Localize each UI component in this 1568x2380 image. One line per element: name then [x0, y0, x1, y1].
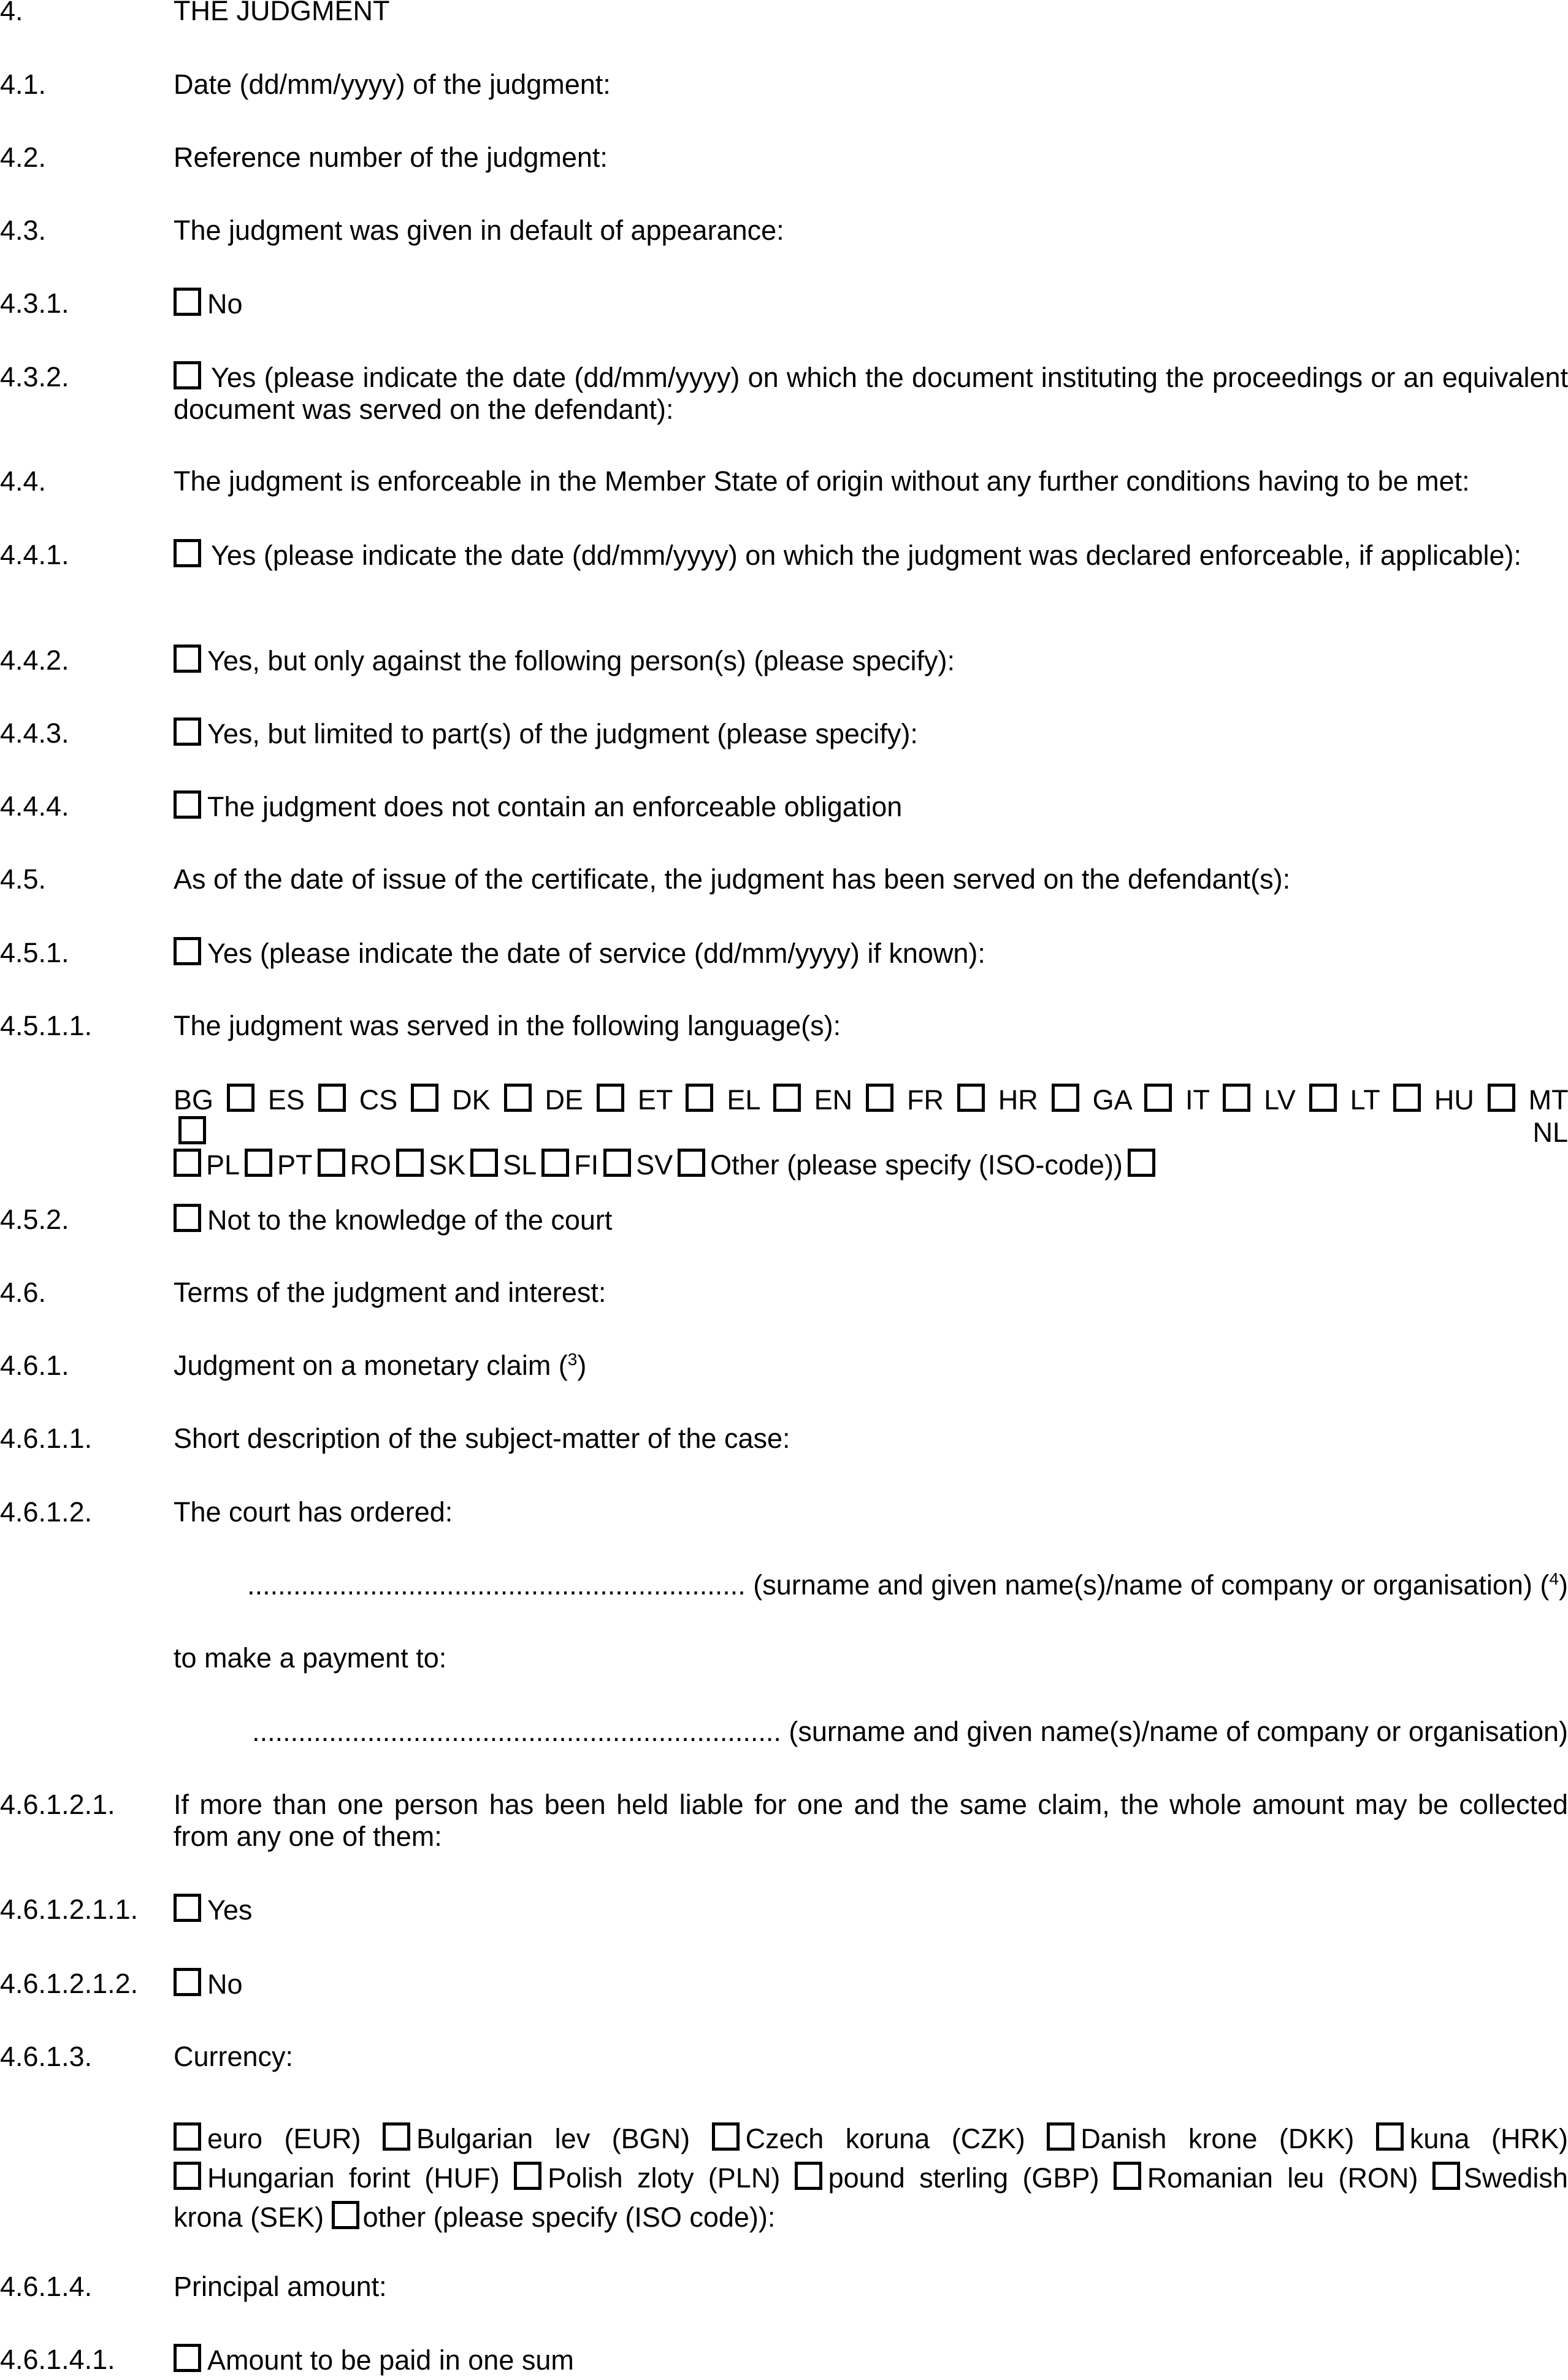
- language-code: SK: [429, 1149, 466, 1180]
- checkbox-language-mt[interactable]: [178, 1116, 206, 1144]
- checkbox-one-sum[interactable]: [174, 2344, 201, 2372]
- item-number: 4.6.1.4.: [0, 2271, 93, 2302]
- language-code: LV: [1264, 1084, 1296, 1115]
- checkbox-language-de[interactable]: [597, 1084, 624, 1112]
- checkbox-default-no[interactable]: [174, 288, 201, 316]
- option-label: Yes (please indicate the date of service (dd/mm/yyyy) if known):: [207, 938, 985, 969]
- option-label: Amount to be paid in one sum: [207, 2344, 574, 2376]
- language-line-1: [174, 1084, 1568, 1149]
- item-number: 4.6.1.4.1.: [0, 2344, 115, 2375]
- item-number: 4.5.1.1.: [0, 1010, 93, 1041]
- item-option: [174, 2344, 1568, 2376]
- checkbox-language-el[interactable]: [773, 1084, 801, 1112]
- paren-close: ): [577, 1350, 587, 1381]
- item-number: 4.6.1.3.: [0, 2041, 93, 2072]
- item-text: The judgment was served in the following language(s):: [174, 1010, 841, 1041]
- checkbox-language-nl[interactable]: [174, 1149, 201, 1177]
- footnote-ref[interactable]: 4: [1549, 1569, 1559, 1588]
- checkbox-enforceable-parts[interactable]: [174, 717, 201, 746]
- item-number: 4.6.1.: [0, 1350, 69, 1381]
- language-code: ES: [267, 1084, 305, 1115]
- item-text: [174, 1350, 1568, 1382]
- option-label: Yes: [207, 1894, 253, 1926]
- checkbox-default-yes[interactable]: [174, 361, 201, 389]
- item-option: [174, 937, 1568, 970]
- item-number: 4.5.: [0, 863, 47, 895]
- item-text: If more than one person has been held liable for one and the same claim, the whole amount may be collected from any one of them:: [174, 1789, 1568, 1852]
- language-code: FI: [574, 1149, 599, 1180]
- checkbox-currency[interactable]: [1376, 2122, 1404, 2151]
- language-code: SL: [503, 1149, 537, 1180]
- currency-label: Polish zloty (PLN): [548, 2162, 781, 2194]
- section-title: THE JUDGMENT: [174, 0, 390, 26]
- item-text: The judgment is enforceable in the Member State of origin without any further conditions having to be met:: [174, 465, 1470, 497]
- checkbox-language-pt[interactable]: [318, 1149, 345, 1177]
- option-label: The judgment does not contain an enforceable obligation: [207, 791, 903, 822]
- checkbox-language-it[interactable]: [1223, 1084, 1250, 1112]
- currency-label: Romanian leu (RON): [1147, 2162, 1418, 2194]
- language-code: PL: [206, 1149, 240, 1180]
- debtor-field: [174, 1569, 1568, 1601]
- item-number: 4.4.3.: [0, 717, 69, 749]
- item-text: The judgment was given in default of appearance:: [174, 215, 784, 246]
- item-number: 4.4.2.: [0, 645, 69, 676]
- item-number: 4.6.1.1.: [0, 1423, 93, 1454]
- checkbox-currency-sek[interactable]: [1432, 2162, 1460, 2190]
- language-code: FR: [906, 1084, 944, 1115]
- paren-close: ): [1559, 1569, 1568, 1601]
- language-code: CS: [359, 1084, 398, 1115]
- item-option: [174, 645, 1568, 677]
- item-number: 4.6.1.2.1.: [0, 1789, 115, 1820]
- language-code: HU: [1434, 1084, 1474, 1115]
- item-number: 4.4.: [0, 465, 47, 497]
- item-number: 4.6.1.2.1.2.: [0, 1968, 139, 1999]
- item-number: 4.5.1.: [0, 937, 69, 968]
- checkbox-language-sl[interactable]: [541, 1149, 569, 1177]
- checkbox-language-lt[interactable]: [1393, 1084, 1421, 1112]
- item-number: 4.4.4.: [0, 790, 69, 822]
- item-option: [174, 361, 1568, 426]
- item-number: 4.4.1.: [0, 539, 69, 570]
- checkbox-no-enforceable-obligation[interactable]: [174, 790, 201, 819]
- item-number: 4.2.: [0, 142, 47, 173]
- item-text: Date (dd/mm/yyyy) of the judgment:: [174, 69, 611, 100]
- item-number: 4.3.: [0, 215, 47, 246]
- currency-line-1: [174, 2119, 1568, 2159]
- checkbox-language-ro[interactable]: [396, 1149, 424, 1177]
- language-code: PT: [277, 1149, 313, 1180]
- language-other-label: Other (please specify (ISO-code)): [710, 1149, 1123, 1180]
- item-option: [174, 717, 1568, 750]
- checkbox-currency[interactable]: [383, 2122, 410, 2151]
- currency-label: Hungarian forint (HUF): [207, 2162, 500, 2194]
- creditor-input-dots[interactable]: .....................................................................: [252, 1716, 781, 1747]
- checkbox-currency[interactable]: [174, 2122, 201, 2151]
- option-label: Yes (please indicate the date (dd/mm/yyyy) on which the document instituting the proceedings or an equivalent document was served on the defendant):: [174, 362, 1568, 425]
- option-label: Yes, but limited to part(s) of the judgment (please specify):: [207, 718, 918, 749]
- checkbox-served-yes[interactable]: [174, 937, 201, 965]
- checkbox-language-dk[interactable]: [504, 1084, 532, 1112]
- item-text: The court has ordered:: [174, 1496, 453, 1528]
- currency-other-label: other (please specify (ISO code)):: [362, 2202, 776, 2233]
- creditor-field: [174, 1716, 1568, 1748]
- item-text: Short description of the subject-matter of the case:: [174, 1423, 790, 1454]
- currency-line-3: [174, 2198, 1568, 2237]
- language-code: DE: [545, 1084, 583, 1115]
- checkbox-language-fr[interactable]: [957, 1084, 985, 1112]
- checkbox-language-et[interactable]: [686, 1084, 713, 1112]
- currency-line-2: [174, 2159, 1568, 2198]
- checkbox-enforceable-persons[interactable]: [174, 645, 201, 673]
- checkbox-language-en[interactable]: [866, 1084, 893, 1112]
- currency-label: kuna (HRK): [1409, 2123, 1568, 2154]
- item-text: Reference number of the judgment:: [174, 142, 608, 173]
- currency-label: Swedish: [1463, 2162, 1568, 2194]
- item-option: [174, 1894, 1568, 1926]
- language-code: HR: [998, 1084, 1038, 1115]
- checkbox-language-other[interactable]: [1128, 1149, 1155, 1177]
- creditor-label: (surname and given name(s)/name of company or organisation): [789, 1716, 1568, 1747]
- currency-label: Bulgarian lev (BGN): [416, 2123, 690, 2154]
- checkbox-enforceable-yes[interactable]: [174, 539, 201, 567]
- language-code: LT: [1350, 1084, 1380, 1115]
- checkbox-currency[interactable]: [712, 2122, 740, 2151]
- checkbox-language-ga[interactable]: [1144, 1084, 1172, 1112]
- item-text: Principal amount:: [174, 2271, 387, 2302]
- language-line-2: [174, 1149, 1568, 1181]
- language-code: MT: [1528, 1084, 1568, 1115]
- item-number: 4.3.2.: [0, 361, 69, 392]
- debtor-label: (surname and given name(s)/name of company or organisation) (: [753, 1569, 1550, 1601]
- option-label: No: [207, 288, 243, 320]
- language-code: EN: [814, 1084, 853, 1115]
- checkbox-language-cs[interactable]: [411, 1084, 438, 1112]
- item-number: 4.3.1.: [0, 288, 69, 319]
- option-label: No: [207, 1969, 243, 2000]
- currency-label: Czech koruna (CZK): [745, 2123, 1025, 2154]
- language-code: ET: [637, 1084, 673, 1115]
- checkbox-language-sk[interactable]: [470, 1149, 498, 1177]
- item-option: [174, 539, 1568, 572]
- item-number: 4.6.1.2.1.1.: [0, 1894, 139, 1925]
- item-text: Terms of the judgment and interest:: [174, 1277, 606, 1308]
- checkbox-language-sv[interactable]: [678, 1149, 705, 1177]
- checkbox-currency[interactable]: [795, 2162, 822, 2190]
- option-label: Yes, but only against the following person(s) (please specify):: [207, 645, 955, 676]
- language-code: GA: [1092, 1084, 1131, 1115]
- item-number: 4.6.: [0, 1277, 47, 1308]
- checkbox-currency[interactable]: [1047, 2122, 1074, 2151]
- language-code: BG: [174, 1084, 214, 1115]
- checkbox-language-hu[interactable]: [1488, 1084, 1515, 1112]
- checkbox-not-known[interactable]: [174, 1204, 201, 1232]
- item-option: [174, 288, 1568, 320]
- language-code: DK: [452, 1084, 491, 1115]
- item-option: [174, 1204, 1568, 1236]
- checkbox-joint-liability-yes[interactable]: [174, 1894, 201, 1922]
- item-number: 4.1.: [0, 69, 47, 100]
- section-number: 4.: [0, 0, 23, 26]
- checkbox-language-bg[interactable]: [227, 1084, 254, 1112]
- checkbox-currency[interactable]: [514, 2162, 541, 2190]
- item-number: 4.5.2.: [0, 1204, 69, 1235]
- option-label: Not to the knowledge of the court: [207, 1204, 613, 1236]
- checkbox-language-hr[interactable]: [1052, 1084, 1079, 1112]
- checkbox-language-lv[interactable]: [1309, 1084, 1337, 1112]
- item-number: 4.6.1.2.: [0, 1496, 93, 1528]
- item-option: [174, 1968, 1568, 2000]
- checkbox-joint-liability-no[interactable]: [174, 1968, 201, 1996]
- debtor-input-dots[interactable]: .................................................................: [247, 1569, 746, 1601]
- currency-label: krona (SEK): [174, 2202, 324, 2233]
- checkbox-currency[interactable]: [174, 2162, 201, 2190]
- checkbox-language-fi[interactable]: [603, 1149, 631, 1177]
- checkbox-currency[interactable]: [1114, 2162, 1141, 2190]
- language-code: IT: [1185, 1084, 1210, 1115]
- language-code: NL: [1532, 1117, 1568, 1148]
- item-text: Currency:: [174, 2041, 294, 2072]
- checkbox-language-pl[interactable]: [245, 1149, 272, 1177]
- payment-to-label: to make a payment to:: [174, 1642, 447, 1674]
- item-option: [174, 790, 1568, 823]
- language-code: SV: [636, 1149, 673, 1180]
- item-label: Judgment on a monetary claim (: [174, 1350, 568, 1381]
- currency-label: pound sterling (GBP): [828, 2162, 1100, 2194]
- checkbox-currency-other[interactable]: [332, 2201, 359, 2229]
- currency-label: Danish krone (DKK): [1080, 2123, 1355, 2154]
- language-code: RO: [350, 1149, 392, 1180]
- language-code: EL: [727, 1084, 760, 1115]
- currency-label: euro (EUR): [207, 2123, 361, 2154]
- footnote-ref[interactable]: 3: [567, 1350, 578, 1369]
- item-text: As of the date of issue of the certificate, the judgment has been served on the defendant(s):: [174, 863, 1291, 895]
- option-label: Yes (please indicate the date (dd/mm/yyyy) on which the judgment was declared enforceable, if applicable):: [211, 540, 1522, 571]
- checkbox-language-es[interactable]: [318, 1084, 346, 1112]
